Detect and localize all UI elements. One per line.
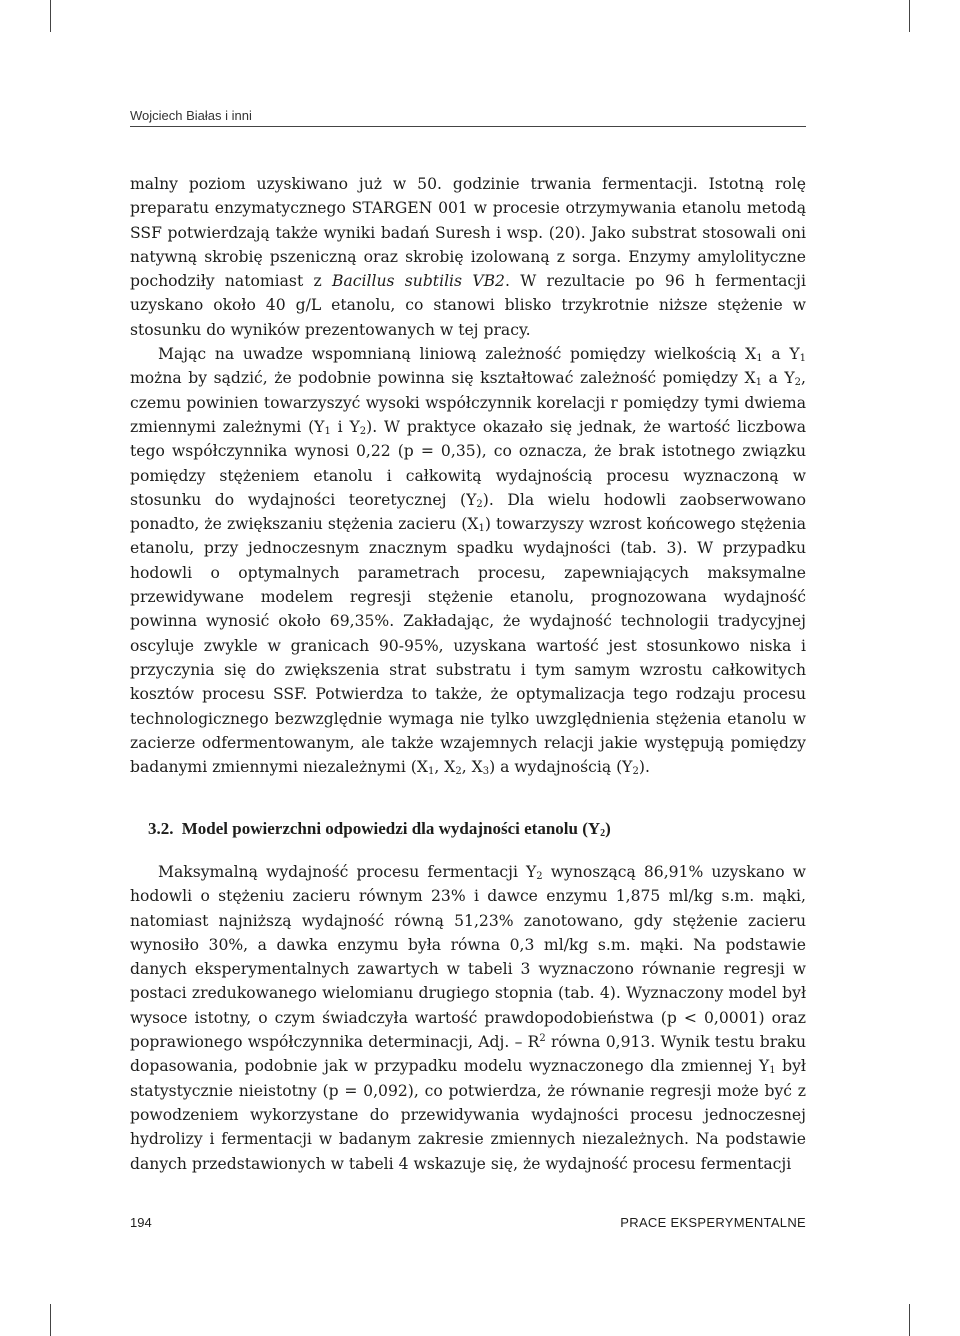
text-run: . W rezultacie po 96 h fermentacji uzyskano około 40 g/L etanolu, co stanowi blisko trzykrotnie niższe stężenie w stosunku do wyników prezentowanych w tej pracy.: [130, 272, 806, 339]
text-run: , X: [434, 758, 456, 777]
section-heading: [148, 817, 611, 841]
text-run: ) a wydajnością (Y: [489, 758, 633, 777]
subscript: 2: [455, 766, 462, 778]
text-run: wynoszącą 86,91% uzyskano w hodowli o stężeniu zacieru równym 23% i dawce enzymu 1,875 ml/kg s.m. mąki, natomiast najniższą wydajność równą 51,23% zanotowano, gdy stężenie zacieru wynosiło 30%, a dawka enzymu była równa 0,3 ml/kg s.m. mąki. Na podstawie danych eksperymentalnych zawartych w tabeli 3 wyznaczono równanie regresji w postaci zredukowanego wielomianu drugiego stopnia (tab. 4). Wyznaczony model był wysoce istotny, o czym świadczyła wartość prawdopodobieństwa (p < 0,0001) oraz poprawionego współczynnika determinacji, Adj. – R: [130, 863, 806, 1052]
subscript: 3: [482, 766, 490, 778]
crop-mark: [50, 1304, 51, 1336]
text-run: Mając na uwadze wspomnianą liniową zależność pomiędzy wielkością X: [158, 345, 757, 364]
superscript: 2: [539, 1033, 546, 1045]
header-authors: Wojciech Białas i inni: [130, 108, 252, 123]
section-title-text: Model powierzchni odpowiedzi dla wydajności etanolu (Y: [181, 819, 601, 838]
crop-mark: [909, 0, 910, 32]
subscript: 2: [536, 871, 543, 882]
text-run: i Y: [330, 417, 360, 436]
subscript: 1: [324, 425, 331, 437]
subscript: 2: [476, 498, 483, 510]
text-run: , X: [461, 758, 483, 777]
subscript: 1: [427, 766, 435, 778]
section-title: [182, 819, 611, 838]
subscript: 1: [799, 353, 806, 365]
italic-species-name: Bacillus subtilis VB2: [332, 272, 505, 291]
section-title-end: ): [605, 819, 611, 838]
text-run: malny poziom uzyskiwano już w 50. godzinie trwania fermentacji. Istotną rolę preparatu enzymatycznego STARGEN 001 w procesie otrzymywania etanolu metodą SSF potwierdzają także wyniki badań Suresh i wsp. (20). Jako substrat stosowali oni natywną skrobię pszeniczną oraz skrobię izolowaną z sorga. Enzymy amylolityczne pochodziły natomiast z: [130, 175, 806, 291]
subscript: 2: [632, 766, 639, 778]
text-run: ). Dla wielu hodowli zaobserwowano ponadto, że zwiększaniu stężenia zacieru (X: [130, 490, 806, 534]
footer-section-name: PRACE EKSPERYMENTALNE: [620, 1215, 806, 1230]
text-run: można by sądzić, że podobnie powinna się kształtować zależność pomiędzy X: [130, 369, 756, 388]
subscript: 2: [359, 425, 367, 437]
paragraph-2: [130, 342, 806, 779]
section-number: 3.2.: [148, 819, 174, 838]
text-run: a Y: [762, 369, 795, 388]
subscript: 1: [756, 353, 763, 365]
text-run: równa 0,913. Wynik testu braku dopasowania, podobnie jak w przypadku modelu wyznaczonego dla zmiennej Y: [130, 1033, 807, 1076]
text-run: ) towarzyszy wzrost końcowego stężenia etanolu, przy jednoczesnym znacznym spadku wydajności (tab. 3). W przypadku hodowli o optymalnych parametrach procesu, zapewniających maksymalne przewidywane modelem regresji stężenie etanolu, prognozowana wydajność powinna wynosić około 69,35%. Zakładając, że wydajność technologii tradycyjnej oscyluje zwykle w granicach 90-95%, uzyskana wartość jest stosunkowo niska i przyczynia się do zwiększenia strat substratu i tym samym wzrostu całkowitych kosztów procesu SSF. Potwierdza to także, że optymalizacja tego rodzaju procesu technologicznego bezwzględnie wymaga nie tylko uwzględnienia stężenia etanolu w zacierze odfermentowanym, ale także wzajemnych relacji jakie występują pomiędzy badanymi zmiennymi niezależnymi (X: [130, 515, 807, 777]
running-header: [130, 108, 806, 127]
crop-mark: [909, 1304, 910, 1336]
subscript: 2: [600, 828, 606, 839]
text-run: ). W praktyce okazało się jednak, że wartość liczbowa tego współczynnika wynosi 0,22 (p = 0,35), co oznacza, że brak istotnego związku pomiędzy stężeniem etanolu i całkowitą wydajnością procesu wyznaczoną w stosunku do wydajności teoretycznej (Y: [130, 417, 807, 509]
text-run: Maksymalną wydajność procesu fermentacji Y: [158, 863, 537, 881]
page-number: 194: [130, 1215, 152, 1230]
text-run: ).: [638, 758, 650, 777]
body-text-block-2: [130, 860, 806, 1176]
text-run: był statystycznie nieistotny (p = 0,092), co potwierdza, że równanie regresji może być z powodzeniem wykorzystane do przewidywania wydajności procesu jednoczesnej hydrolizy i fermentacji w badanym zakresie zmiennych niezależnych. Na podstawie danych przedstawionych w tabeli 4 wskazuje się, że wydajność procesu fermentacji: [130, 1057, 806, 1173]
paragraph-1: [130, 172, 806, 342]
text-run: , czemu powinien towarzyszyć wysoki współczynnik korelacji r pomiędzy tymi dwiema zmiennymi zależnymi (Y: [130, 369, 806, 436]
body-text-block: [130, 172, 806, 779]
paragraph-3: [130, 860, 806, 1176]
subscript: 1: [769, 1065, 776, 1077]
subscript: 1: [755, 377, 762, 389]
text-run: a Y: [762, 345, 800, 364]
subscript: 1: [478, 523, 485, 535]
subscript: 2: [794, 377, 802, 389]
crop-mark: [50, 0, 51, 32]
